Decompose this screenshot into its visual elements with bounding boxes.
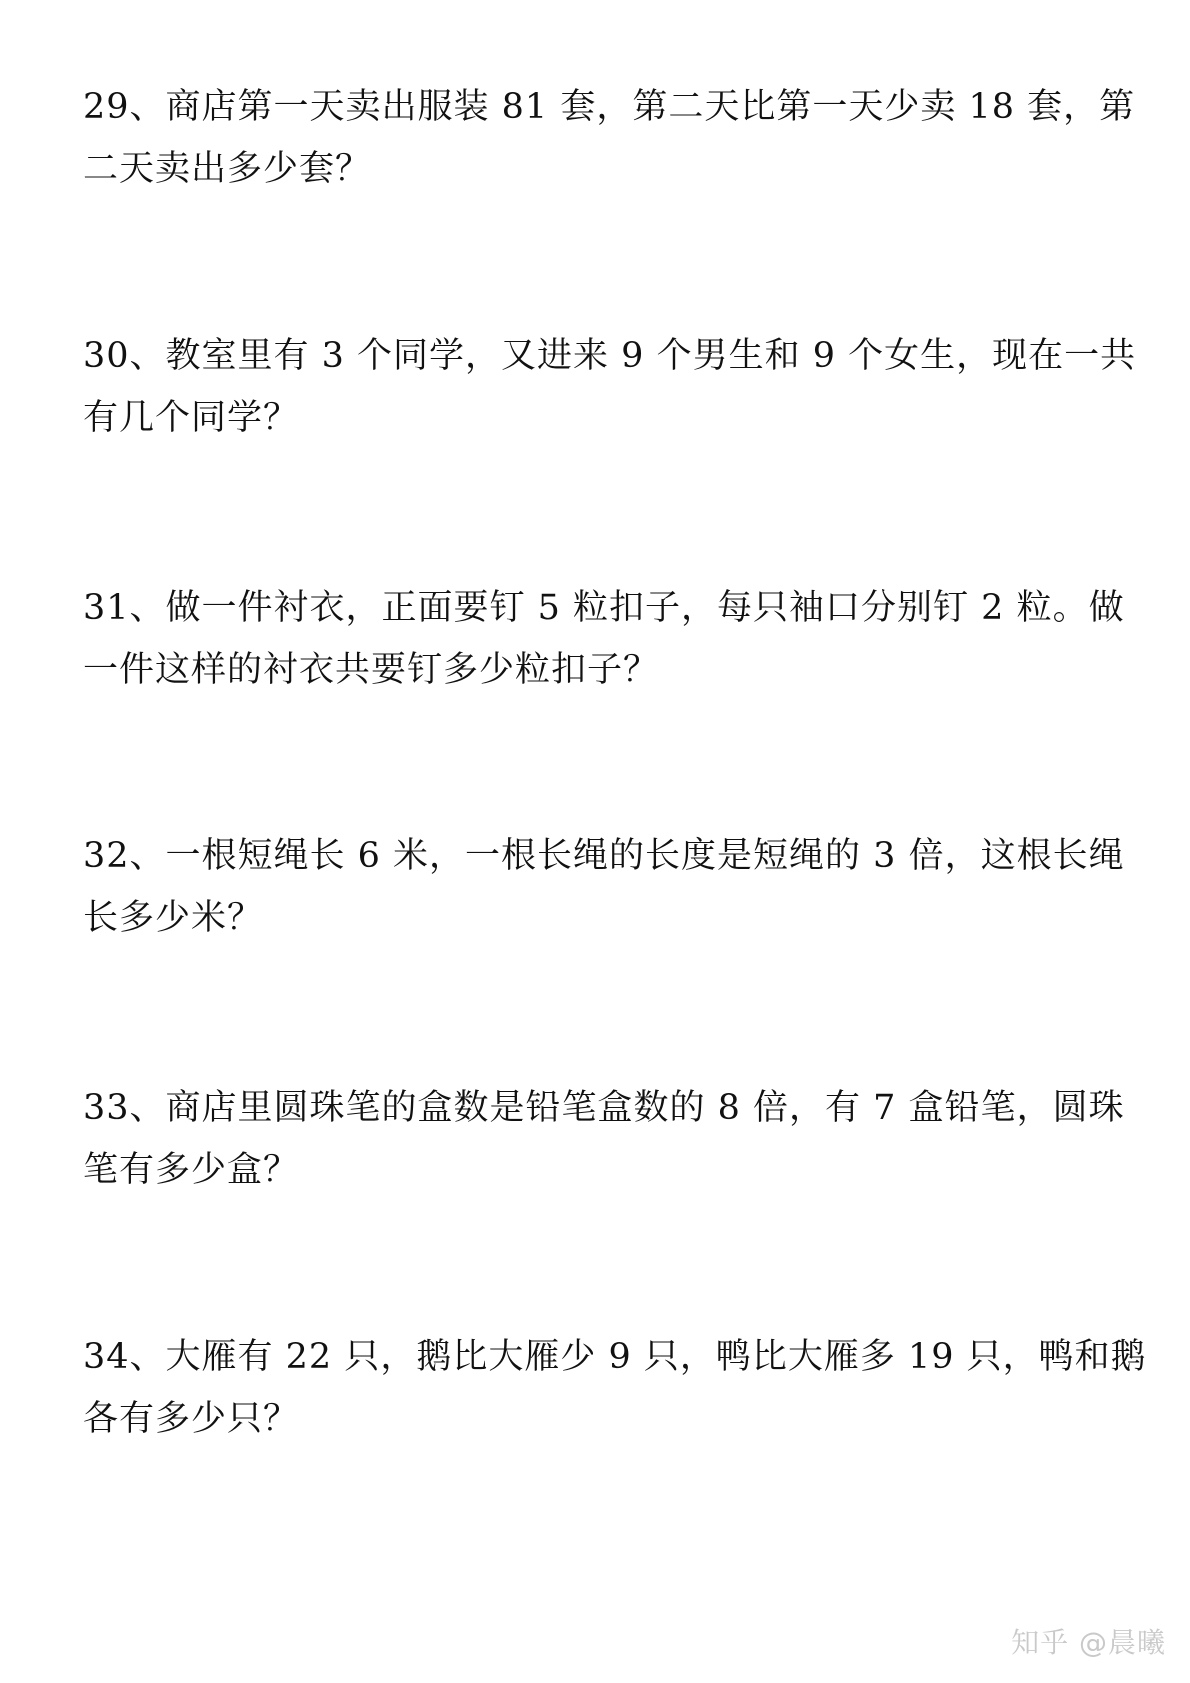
problem-32 xyxy=(83,825,1123,949)
problem-text-line: 30、教室里有 3 个同学，又进来 9 个男生和 9 个女生，现在一共 xyxy=(83,336,1137,376)
problem-text-line: 32、一根短绳长 6 米，一根长绳的长度是短绳的 3 倍，这根长绳 xyxy=(83,836,1125,876)
problem-29 xyxy=(83,76,1136,200)
problem-text-line: 33、商店里圆珠笔的盒数是铅笔盒数的 8 倍，有 7 盒铅笔，圆珠 xyxy=(83,1088,1125,1128)
problem-text-line: 34、大雁有 22 只，鹅比大雁少 9 只，鸭比大雁多 19 只，鸭和鹅 xyxy=(83,1337,1147,1377)
problem-text-line: 二天卖出多少套？ xyxy=(83,149,372,189)
problem-34 xyxy=(83,1326,1147,1450)
watermark: 知乎 @晨曦 xyxy=(1011,1626,1166,1659)
problem-text-line: 笔有多少盒？ xyxy=(83,1150,300,1190)
problem-text-line: 长多少米？ xyxy=(83,898,264,938)
problem-31 xyxy=(83,577,1123,701)
problem-text-line: 29、商店第一天卖出服装 81 套，第二天比第一天少卖 18 套，第 xyxy=(83,87,1136,127)
problem-33 xyxy=(83,1077,1123,1201)
problem-text-line: 各有多少只？ xyxy=(83,1399,300,1439)
problem-text-line: 一件这样的衬衣共要钉多少粒扣子？ xyxy=(83,650,660,690)
problem-30 xyxy=(83,325,1137,449)
problem-text-line: 31、做一件衬衣，正面要钉 5 粒扣子，每只袖口分别钉 2 粒。做 xyxy=(83,588,1125,628)
problem-text-line: 有几个同学？ xyxy=(83,398,300,438)
